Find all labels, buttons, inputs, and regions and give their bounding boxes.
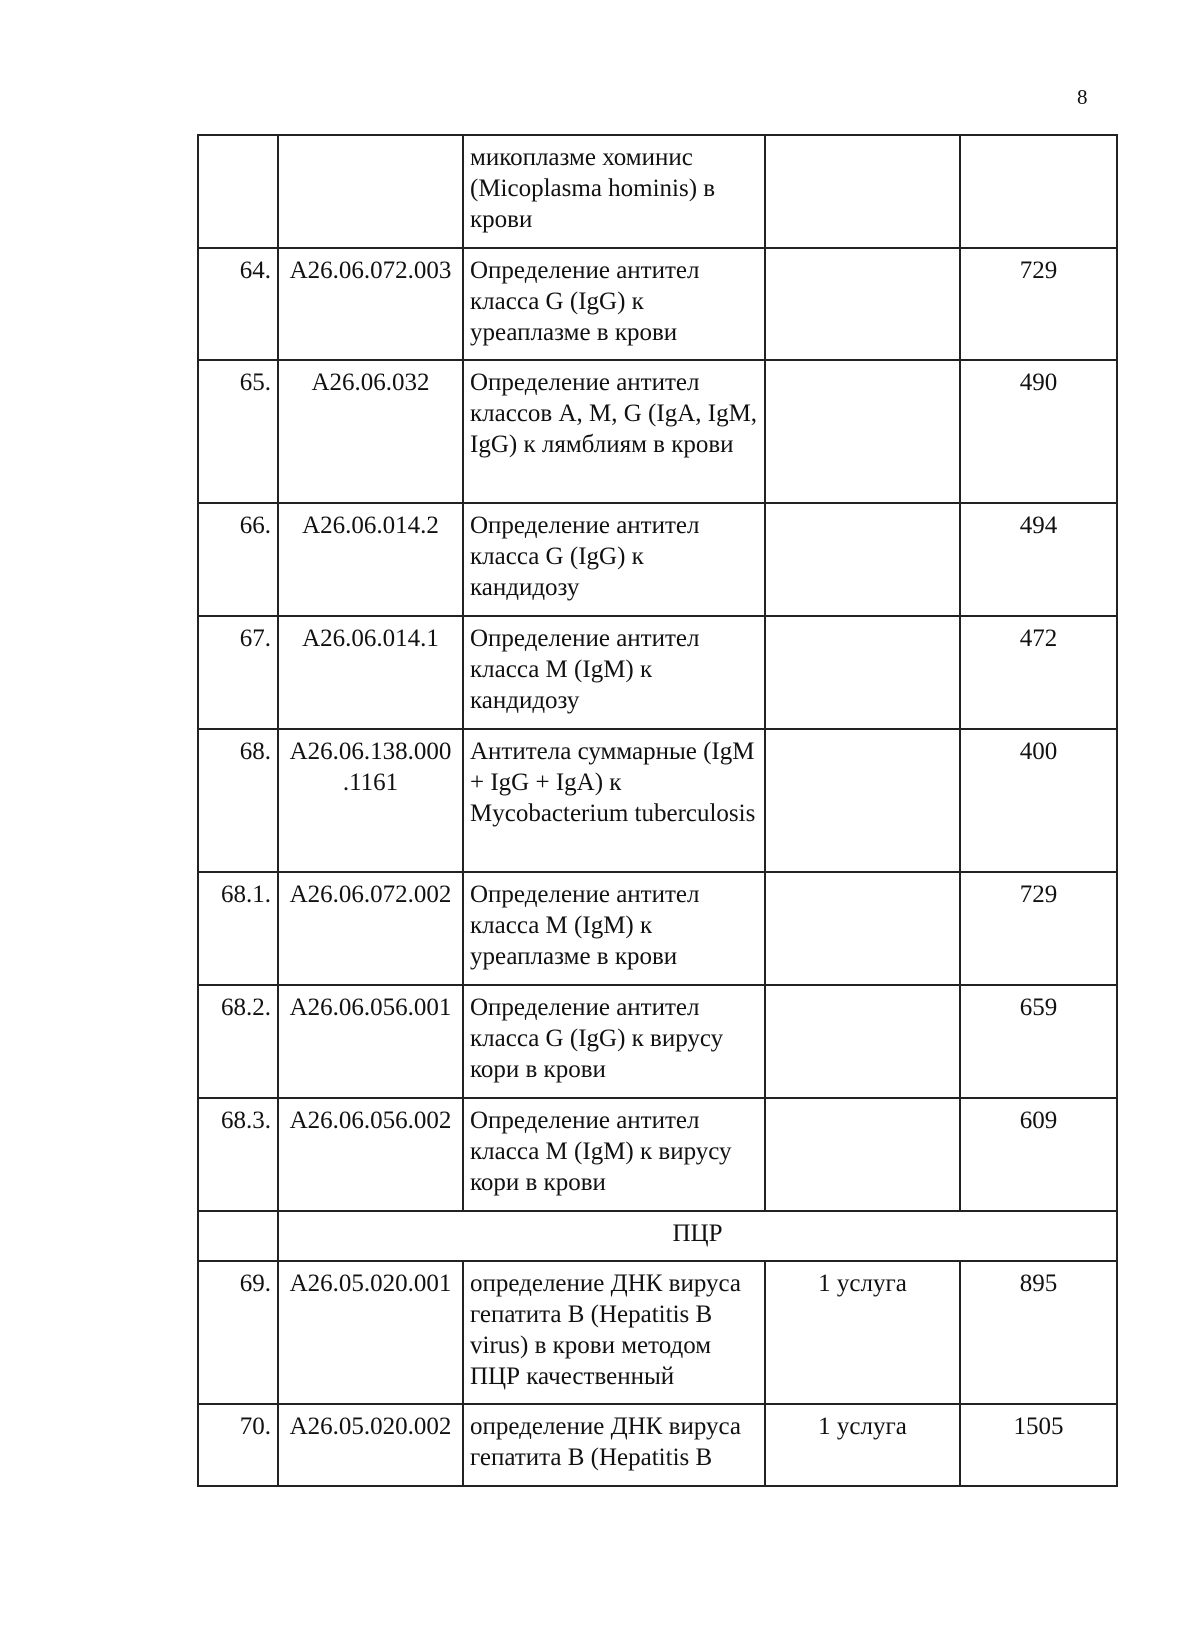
service-code: A26.06.014.2 xyxy=(278,503,463,616)
row-number: 68.3. xyxy=(198,1098,278,1211)
table-row xyxy=(198,729,1117,872)
service-unit xyxy=(765,248,960,360)
table-row xyxy=(198,1404,1117,1486)
service-price: 400 xyxy=(960,729,1117,872)
service-name: микоплазме хоминис (Micoplasma hominis) в крови xyxy=(463,135,765,248)
service-price: 1505 xyxy=(960,1404,1117,1486)
service-unit xyxy=(765,616,960,729)
service-name: Определение антител класса M (IgM) к уреаплазме в крови xyxy=(463,872,765,985)
section-title: ПЦР xyxy=(278,1211,1117,1261)
row-number: 69. xyxy=(198,1261,278,1404)
table-row xyxy=(198,135,1117,248)
service-code xyxy=(278,135,463,248)
service-unit xyxy=(765,1098,960,1211)
service-price: 494 xyxy=(960,503,1117,616)
row-number: 68.2. xyxy=(198,985,278,1098)
service-unit xyxy=(765,729,960,872)
section-header-row xyxy=(198,1211,1117,1261)
table-row xyxy=(198,985,1117,1098)
section-spacer-cell xyxy=(198,1211,278,1261)
service-name: Определение антител класса G (IgG) к кандидозу xyxy=(463,503,765,616)
service-code: A26.05.020.001 xyxy=(278,1261,463,1404)
service-unit xyxy=(765,503,960,616)
service-code: A26.06.032 xyxy=(278,360,463,503)
price-table xyxy=(197,134,1118,1487)
service-name: Определение антител класса G (IgG) к уреаплазме в крови xyxy=(463,248,765,360)
service-code: A26.06.056.002 xyxy=(278,1098,463,1211)
row-number: 70. xyxy=(198,1404,278,1486)
row-number: 68. xyxy=(198,729,278,872)
row-number xyxy=(198,135,278,248)
service-name: определение ДНК вируса гепатита B (Hepatitis B virus) в крови методом ПЦР качественный xyxy=(463,1261,765,1404)
service-code: A26.06.072.003 xyxy=(278,248,463,360)
table-row xyxy=(198,1261,1117,1404)
service-price: 490 xyxy=(960,360,1117,503)
row-number: 67. xyxy=(198,616,278,729)
table-row xyxy=(198,360,1117,503)
service-price xyxy=(960,135,1117,248)
service-unit: 1 услуга xyxy=(765,1261,960,1404)
service-code: A26.06.138.000 .1161 xyxy=(278,729,463,872)
table-row xyxy=(198,616,1117,729)
service-name: Антитела суммарные (IgM + IgG + IgA) к Mycobacterium tuberculosis xyxy=(463,729,765,872)
service-unit xyxy=(765,872,960,985)
service-code: A26.06.072.002 xyxy=(278,872,463,985)
service-price: 659 xyxy=(960,985,1117,1098)
row-number: 64. xyxy=(198,248,278,360)
table-row xyxy=(198,872,1117,985)
service-unit xyxy=(765,360,960,503)
page-number: 8 xyxy=(1077,85,1088,109)
row-number: 66. xyxy=(198,503,278,616)
service-price: 472 xyxy=(960,616,1117,729)
service-code: A26.05.020.002 xyxy=(278,1404,463,1486)
service-code: A26.06.056.001 xyxy=(278,985,463,1098)
service-unit xyxy=(765,135,960,248)
row-number: 65. xyxy=(198,360,278,503)
service-unit: 1 услуга xyxy=(765,1404,960,1486)
row-number: 68.1. xyxy=(198,872,278,985)
service-name: Определение антител классов A, M, G (IgA, IgM, IgG) к лямблиям в крови xyxy=(463,360,765,503)
table-row xyxy=(198,503,1117,616)
service-price: 729 xyxy=(960,248,1117,360)
table-row xyxy=(198,248,1117,360)
table-row xyxy=(198,1098,1117,1211)
service-code: A26.06.014.1 xyxy=(278,616,463,729)
service-name: Определение антител класса G (IgG) к вирусу кори в крови xyxy=(463,985,765,1098)
service-price: 729 xyxy=(960,872,1117,985)
service-name: определение ДНК вируса гепатита B (Hepatitis B xyxy=(463,1404,765,1486)
service-unit xyxy=(765,985,960,1098)
service-name: Определение антител класса M (IgM) к вирусу кори в крови xyxy=(463,1098,765,1211)
service-price: 609 xyxy=(960,1098,1117,1211)
service-name: Определение антител класса M (IgM) к кандидозу xyxy=(463,616,765,729)
service-price: 895 xyxy=(960,1261,1117,1404)
